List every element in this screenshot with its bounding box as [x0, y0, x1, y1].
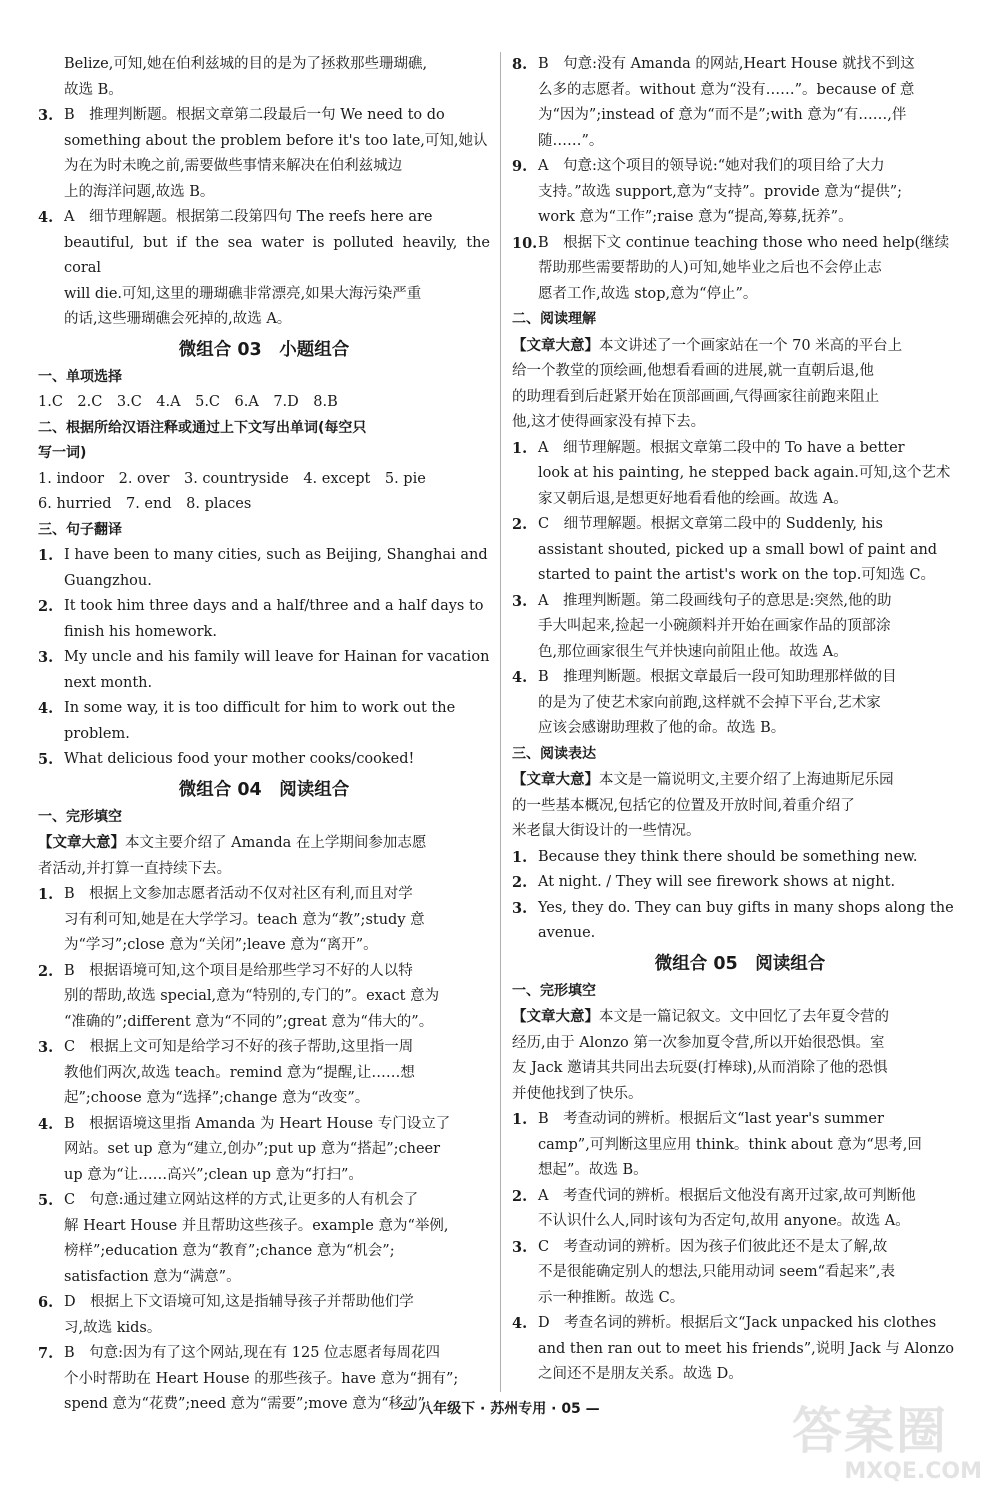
answer-continuation: 榜样”;education 意为“教育”;chance 意为“机会”; — [64, 1243, 395, 1259]
answer-continuation: 上的海洋问题,故选 B。 — [64, 183, 215, 200]
answer-continuation: 色,那位画家很生气并快速向前阻止他。故选 A。 — [538, 643, 848, 660]
item-number: 2. — [512, 1187, 528, 1205]
answer-continuation: 的是为了使艺术家向前跑,这样就不会掉下平台,艺术家 — [538, 694, 881, 711]
item-number: 4. — [512, 1315, 528, 1332]
subsection-heading: 一、完形填空 — [512, 982, 596, 999]
item-text: In some way, it is too difficult for him to work out the — [64, 700, 456, 716]
summary-line — [38, 830, 490, 857]
section-title: 微组合 05 阅读组合 — [654, 953, 826, 974]
item-text: A 细节理解题。根据第二段第四句 The reefs here are — [64, 209, 433, 225]
answer-item — [512, 896, 968, 922]
answer-continuation: 为“学习”;close 意为“关闭”;leave 意为“离开”。 — [64, 937, 378, 953]
answer-item — [512, 154, 968, 180]
answer-item — [512, 52, 968, 78]
item-number: 3. — [38, 107, 54, 124]
item-number: 1. — [512, 439, 528, 457]
answer-item — [38, 1188, 490, 1214]
text-line: 1. indoor 2. over 3. countryside 4. except 5. pie — [38, 470, 426, 487]
item-text: C 考查动词的辨析。因为孩子们彼此还不是太了解,故 — [538, 1238, 888, 1255]
watermark-url: MXQE.COM — [844, 1459, 982, 1484]
item-text: D 考查名词的辨析。根据后文“Jack unpacked his clothes — [538, 1315, 937, 1331]
item-text: I have been to many cities, such as Beijing, Shanghai and — [64, 547, 488, 563]
answer-item — [38, 696, 490, 722]
summary-text: 本文讲述了一个画家站在一个 70 米高的平台上 — [599, 337, 903, 354]
text-line: 他,这才使得画家没有掉下去。 — [512, 414, 706, 430]
answer-continuation: 之间还不是朋友关系。故选 D。 — [538, 1366, 743, 1382]
item-number: 3. — [512, 1238, 528, 1256]
item-number: 9. — [512, 158, 528, 175]
answer-item — [512, 512, 968, 538]
text-line: 的助理看到后赶紧开始在顶部画画,气得画家往前跑来阻止 — [512, 388, 880, 405]
item-number: 4. — [512, 669, 528, 686]
summary-line — [512, 333, 968, 360]
watermark-logo — [792, 1403, 982, 1493]
summary-text: 本文主要介绍了 Amanda 在上学期间参加志愿 — [125, 835, 427, 851]
item-text: B 考查动词的辨析。根据后文“last year's summer — [538, 1111, 884, 1127]
summary-text: 本文是一篇说明文,主要介绍了上海迪斯尼乐园 — [599, 772, 894, 788]
answer-continuation: 为“因为”;instead of 意为“而不是”;with 意为“有……,伴 — [538, 107, 907, 123]
text-line: 的一些基本概况,包括它的位置及开放时间,着重介绍了 — [512, 797, 855, 814]
text-line: 米老鼠大街设计的一些情况。 — [512, 823, 701, 839]
item-number: 5. — [38, 1192, 54, 1209]
text-line: 友 Jack 邀请其共同出去玩耍(打棒球),从而消除了他的恐惧 — [512, 1060, 888, 1076]
answer-continuation: 不是很能确定别人的想法,只能用动词 seem“看起来”,表 — [538, 1264, 896, 1280]
item-text: A 细节理解题。根据文章第二段中的 To have a better — [538, 439, 905, 456]
answer-continuation: camp”,可判断这里应用 think。think about 意为“思考,回 — [538, 1136, 922, 1153]
answer-continuation: beautiful, but if the sea water is polluted heavily, the coral — [64, 234, 490, 276]
page-footer: — 八年级下 · 苏州专用 · 05 — — [400, 1401, 600, 1417]
answer-continuation: work 意为“工作”;raise 意为“提高,筹募,抚养”。 — [538, 209, 853, 225]
answer-item — [512, 589, 968, 615]
item-number: 2. — [512, 516, 528, 533]
answer-continuation: finish his homework. — [64, 623, 217, 640]
answer-item — [512, 231, 968, 257]
subsection-heading: 二、阅读理解 — [512, 311, 596, 327]
item-text: A 推理判断题。第二段画线句子的意思是:突然,他的助 — [538, 592, 892, 609]
right-column — [512, 52, 968, 1388]
watermark-text: 答案圈 — [792, 1402, 948, 1460]
text-line: 经历,由于 Alonzo 第一次参加夏令营,所以开始很恐惧。室 — [512, 1034, 885, 1051]
answer-item — [38, 1035, 490, 1061]
item-text: B 根据语境可知,这个项目是给那些学习不好的人以特 — [64, 962, 413, 979]
item-number: 5. — [38, 751, 54, 768]
subsection-heading: 一、完形填空 — [38, 808, 122, 825]
text-line: 者活动,并打算一直持续下去。 — [38, 860, 232, 877]
answer-item — [38, 1290, 490, 1316]
answer-item — [38, 1341, 490, 1367]
summary-text: 本文是一篇记叙文。文中回忆了去年夏令营的 — [599, 1009, 889, 1025]
answer-continuation: 教他们两次,故选 teach。remind 意为“提醒,让……想 — [64, 1064, 415, 1081]
answer-continuation: 手大叫起来,捡起一小碗颜料并开始在画家作品的顶部涂 — [538, 618, 891, 634]
answer-continuation: 家又朝后退,是想更好地看看他的绘画。故选 A。 — [538, 490, 848, 507]
item-number: 6. — [38, 1294, 54, 1311]
answer-continuation: 个小时帮助在 Heart House 的那些孩子。have 意为“拥有”; — [64, 1370, 459, 1387]
answer-item — [38, 959, 490, 985]
item-text: A 考查代词的辨析。根据后文他没有离开过家,故可判断他 — [538, 1187, 916, 1204]
answer-continuation: up 意为“让……高兴”;clean up 意为“打扫”。 — [64, 1166, 363, 1183]
item-text: At night. / They will see firework shows at night. — [538, 874, 896, 890]
answer-continuation: 习有利可知,她是在大学学习。teach 意为“教”;study 意 — [64, 911, 425, 928]
answer-item — [512, 845, 968, 871]
answer-continuation: and then ran out to meet his friends”,说明 Jack 与 Alonzo — [538, 1340, 954, 1357]
text-line: 6. hurried 7. end 8. places — [38, 496, 252, 512]
subsection-heading: 写一词) — [38, 445, 87, 461]
item-text: C 句意:通过建立网站这样的方式,让更多的人有机会了 — [64, 1192, 419, 1208]
answer-continuation: 示一种推断。故选 C。 — [538, 1289, 685, 1306]
summary-label: 【文章大意】 — [512, 771, 599, 788]
item-number: 3. — [38, 1039, 54, 1056]
answer-item — [512, 665, 968, 691]
item-number: 3. — [512, 899, 528, 917]
answer-continuation: avenue. — [538, 925, 596, 941]
text-line: 并使他找到了快乐。 — [512, 1085, 643, 1102]
item-text: It took him three days and a half/three and a half days to — [64, 598, 484, 614]
item-text: What delicious food your mother cooks/cooked! — [64, 751, 415, 767]
answer-item — [38, 103, 490, 129]
item-number: 10. — [512, 234, 538, 252]
text-line: 1.C 2.C 3.C 4.A 5.C 6.A 7.D 8.B — [38, 394, 338, 410]
answer-item — [512, 870, 968, 896]
item-number: 7. — [38, 1345, 54, 1362]
answer-item — [38, 882, 490, 908]
answer-continuation: Belize,可知,她在伯利兹城的目的是为了拯救那些珊瑚礁, — [64, 56, 428, 72]
summary-label: 【文章大意】 — [512, 1008, 599, 1025]
answer-continuation: 随……”。 — [538, 132, 604, 149]
item-number: 2. — [512, 874, 528, 891]
subsection-heading: 三、句子翻译 — [38, 521, 122, 538]
item-text: C 根据上文可知是给学习不好的孩子帮助,这里指一周 — [64, 1039, 414, 1055]
item-number: 1. — [38, 886, 54, 903]
answer-continuation: 网站。set up 意为“建立,创办”;put up 意为“搭起”;cheer — [64, 1141, 441, 1157]
summary-label: 【文章大意】 — [38, 834, 125, 851]
answer-continuation: 习,故选 kids。 — [64, 1319, 162, 1336]
answer-continuation: 么多的志愿者。without 意为“没有……”。because of 意 — [538, 81, 915, 98]
answer-continuation: look at his painting, he stepped back again.可知,这个艺术 — [538, 465, 951, 481]
answer-item — [38, 205, 490, 231]
item-text: Yes, they do. They can buy gifts in many shops along the — [538, 899, 954, 916]
section-title: 微组合 03 小题组合 — [178, 339, 350, 360]
answer-continuation: Guangzhou. — [64, 572, 152, 589]
item-number: 4. — [38, 209, 54, 226]
item-number: 3. — [512, 592, 528, 610]
answer-continuation: will die.可知,这里的珊瑚礁非常漂亮,如果大海污染严重 — [64, 285, 422, 302]
section-title: 微组合 04 阅读组合 — [178, 779, 350, 800]
answer-continuation: 帮助那些需要帮助的人)可知,她毕业之后也不会停止志 — [538, 260, 882, 276]
item-text: B 推理判断题。根据文章最后一段可知助理那样做的目 — [538, 669, 897, 685]
answer-continuation: 解 Heart House 并且帮助这些孩子。example 意为“举例, — [64, 1217, 449, 1234]
answer-continuation: 不认识什么人,同时该句为否定句,故用 anyone。故选 A。 — [538, 1213, 910, 1229]
answer-continuation: 应该会感谢助理救了他的命。故选 B。 — [538, 720, 786, 736]
answer-continuation: started to paint the artist's work on the top.可知选 C。 — [538, 567, 936, 583]
item-number: 2. — [38, 598, 54, 615]
item-text: B 根据下文 continue teaching those who need help(继续 — [538, 234, 950, 251]
answer-item — [38, 1112, 490, 1138]
item-number: 8. — [512, 56, 528, 73]
item-text: B 句意:没有 Amanda 的网站,Heart House 就找不到这 — [538, 56, 915, 72]
item-text: C 细节理解题。根据文章第二段中的 Suddenly, his — [538, 516, 883, 532]
column-divider — [500, 52, 501, 1392]
item-number: 4. — [38, 1115, 54, 1133]
answer-continuation: 支持。”故选 support,意为“支持”。provide 意为“提供”; — [538, 183, 902, 200]
item-text: My uncle and his family will leave for Hainan for vacation — [64, 649, 490, 665]
summary-line — [512, 767, 968, 794]
answer-continuation: 为在为时未晚之前,需要做些事情来解决在伯利兹城边 — [64, 158, 403, 174]
item-text: A 句意:这个项目的领导说:“她对我们的项目给了大力 — [538, 158, 885, 174]
item-number: 2. — [38, 962, 54, 980]
item-text: B 推理判断题。根据文章第二段最后一句 We need to do — [64, 107, 445, 123]
answer-item — [512, 436, 968, 462]
item-text: Because they think there should be something new. — [538, 848, 918, 865]
item-number: 1. — [512, 848, 528, 866]
item-number: 3. — [38, 649, 54, 666]
answer-item — [512, 1184, 968, 1210]
answer-continuation: 愿者工作,故选 stop,意为“停止”。 — [538, 285, 758, 302]
answer-item — [38, 747, 490, 773]
answer-item — [512, 1107, 968, 1133]
item-text: B 根据语境这里指 Amanda 为 Heart House 专门设立了 — [64, 1115, 451, 1132]
answer-item — [38, 543, 490, 569]
item-number: 1. — [38, 547, 54, 564]
answer-continuation: problem. — [64, 725, 130, 742]
answer-item — [38, 645, 490, 671]
answer-item — [38, 594, 490, 620]
subsection-heading: 一、单项选择 — [38, 368, 122, 385]
answer-continuation: 起”;choose 意为“选择”;change 意为“改变”。 — [64, 1090, 370, 1106]
left-column — [38, 52, 490, 1418]
item-text: B 根据上文参加志愿者活动不仅对社区有利,而且对学 — [64, 886, 413, 902]
answer-continuation: 想起”。故选 B。 — [538, 1162, 648, 1178]
answer-continuation: “准确的”;different 意为“不同的”;great 意为“伟大的”。 — [64, 1013, 434, 1030]
item-text: B 句意:因为有了这个网站,现在有 125 位志愿者每周花四 — [64, 1345, 441, 1361]
answer-continuation: spend 意为“花费”;need 意为“需要”;move 意为“移动”。 — [64, 1396, 440, 1412]
answer-continuation: 的话,这些珊瑚礁会死掉的,故选 A。 — [64, 311, 292, 327]
answer-continuation: next month. — [64, 674, 153, 691]
answer-continuation: assistant shouted, picked up a small bowl of paint and — [538, 541, 938, 558]
item-number: 4. — [38, 700, 54, 717]
summary-line — [512, 1004, 968, 1031]
summary-label: 【文章大意】 — [512, 336, 599, 354]
item-number: 1. — [512, 1111, 528, 1128]
answer-item — [512, 1235, 968, 1261]
answer-continuation: satisfaction 意为“满意”。 — [64, 1268, 241, 1285]
answer-continuation: 别的帮助,故选 special,意为“特别的,专门的”。exact 意为 — [64, 988, 440, 1004]
answer-continuation: something about the problem before it's too late,可知,她认 — [64, 132, 488, 149]
text-line: 给一个教堂的顶绘画,他想看看画的进展,就一直朝后退,他 — [512, 363, 874, 379]
subsection-heading: 三、阅读表达 — [512, 745, 596, 762]
answer-continuation: 故选 B。 — [64, 81, 123, 98]
answer-item — [512, 1311, 968, 1337]
subsection-heading: 二、根据所给汉语注释或通过上下文写出单词(每空只 — [38, 419, 367, 436]
item-text: D 根据上下文语境可知,这是指辅导孩子并帮助他们学 — [64, 1294, 414, 1310]
